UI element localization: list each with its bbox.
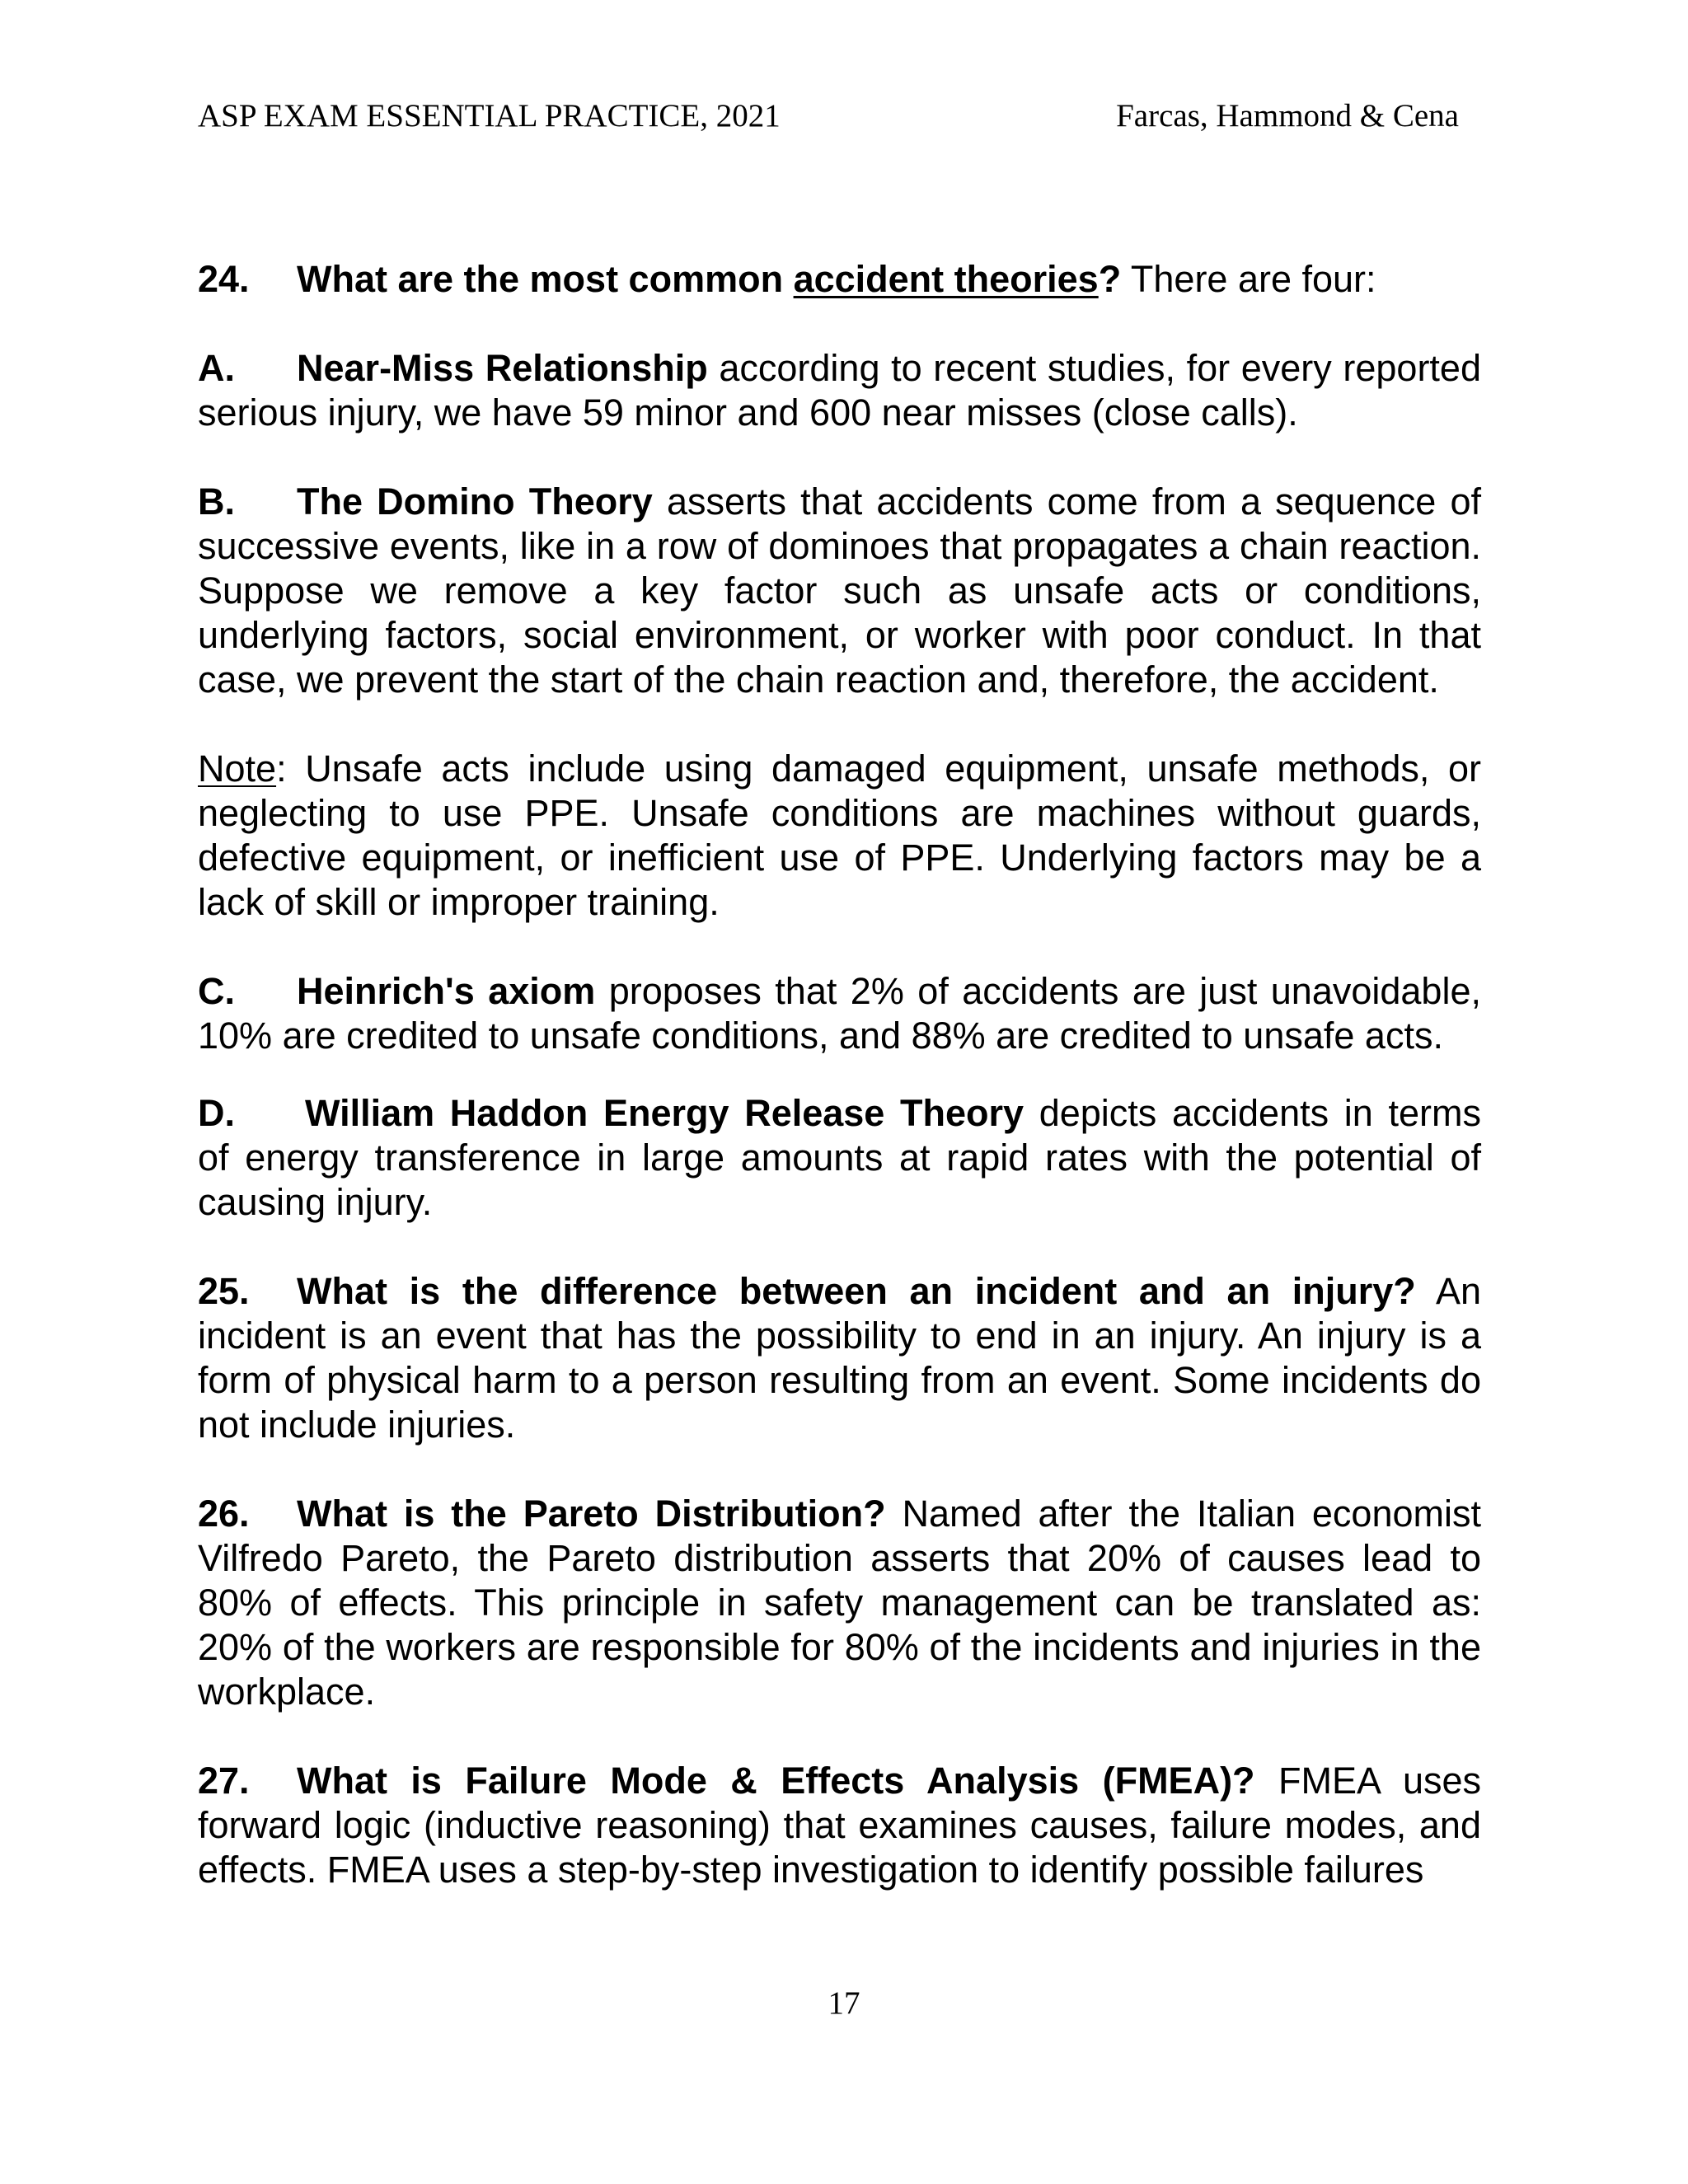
question-27 (198, 1759, 1481, 1892)
note-label: Note (198, 748, 277, 790)
question-text-part: What are the most common (297, 258, 794, 300)
underlined-term: accident theories (793, 258, 1099, 300)
question-text (297, 258, 1121, 300)
item-c (198, 969, 1481, 1058)
question-number: 27. (198, 1760, 250, 1802)
item-text: according to recent studies, for every reported serious injury, we have 59 minor and 600 near misses (close calls). (198, 347, 1481, 434)
item-a (198, 346, 1481, 435)
header-authors: Farcas, Hammond & Cena (1116, 98, 1459, 134)
page-number: 17 (828, 1985, 860, 2021)
question-26 (198, 1492, 1481, 1714)
question-text: What is the Pareto Distribution? (297, 1493, 886, 1535)
item-letter: D. (198, 1092, 235, 1134)
question-mark: ? (1098, 258, 1122, 300)
item-b (198, 480, 1481, 702)
answer-text: There are four: (1121, 258, 1376, 300)
item-title: Near-Miss Relationship (297, 347, 708, 389)
question-number: 24. (198, 258, 250, 300)
item-d (198, 1091, 1481, 1225)
question-number: 26. (198, 1493, 250, 1535)
item-letter: B. (198, 480, 235, 523)
answer-text: FMEA uses forward logic (inductive reasoning) that examines causes, failure modes, and effects. FMEA uses a step-by-step investigation to identify possible failures (198, 1760, 1481, 1891)
item-title: William Haddon Energy Release Theory (305, 1092, 1025, 1134)
item-title: The Domino Theory (297, 480, 653, 523)
item-text: depicts accidents in terms of energy transference in large amounts at rapid rates with the potential of causing injury. (198, 1092, 1481, 1223)
note-text: : Unsafe acts include using damaged equipment, unsafe methods, or neglecting to use PPE. Unsafe conditions are machines without guards, defective equipment, or inefficient use of PPE. Underlying factors may be a lack of skill or improper training. (198, 748, 1481, 923)
question-24 (198, 257, 1481, 302)
item-letter: A. (198, 347, 235, 389)
question-text: What is the difference between an incident and an injury? (297, 1270, 1416, 1312)
item-title: Heinrich's axiom (297, 970, 596, 1012)
item-text: proposes that 2% of accidents are just unavoidable, 10% are credited to unsafe conditions, and 88% are credited to unsafe acts. (198, 970, 1481, 1057)
running-header (198, 97, 1459, 138)
note-paragraph (198, 747, 1481, 925)
page-body (198, 257, 1481, 1892)
answer-text: An incident is an event that has the possibility to end in an injury. An injury is a form of physical harm to a person resulting from an event. Some incidents do not include injuries. (198, 1270, 1482, 1446)
question-number: 25. (198, 1270, 250, 1312)
header-title: ASP EXAM ESSENTIAL PRACTICE, 2021 (198, 98, 781, 134)
item-text: asserts that accidents come from a sequence of successive events, like in a row of dominoes that propagates a chain reaction. Suppose we remove a key factor such as unsafe acts or conditions, underlying factors, social environment, or worker with poor conduct. In that case, we prevent the start of the chain reaction and, therefore, the accident. (198, 480, 1481, 701)
answer-text: Named after the Italian economist Vilfredo Pareto, the Pareto distribution asserts that 20% of causes lead to 80% of effects. This principle in safety management can be translated as: 20% of the workers are responsible for 80% of the incidents and injuries in the workplace. (198, 1493, 1481, 1713)
item-letter: C. (198, 970, 235, 1012)
question-25 (198, 1269, 1481, 1447)
question-text: What is Failure Mode & Effects Analysis (FMEA)? (297, 1760, 1255, 1802)
